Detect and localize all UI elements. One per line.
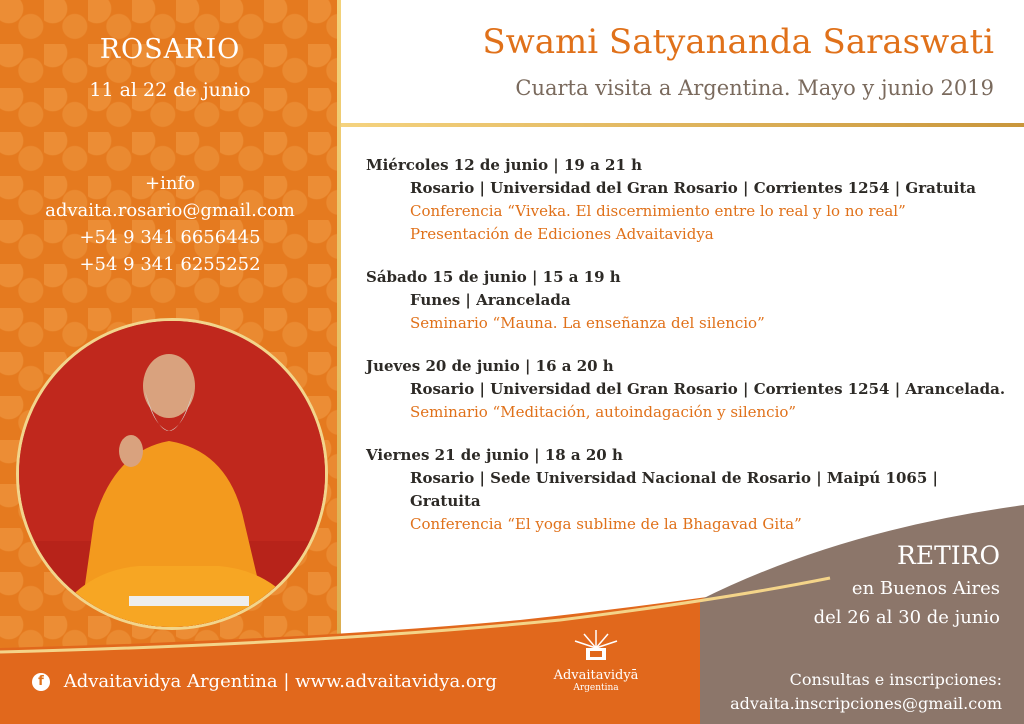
event-description: Conferencia “El yoga sublime de la Bhagavad Gita” [410,515,802,533]
city-title: ROSARIO [99,34,241,65]
retiro-dates: del 26 al 30 de junio [813,607,1000,628]
event-date: Sábado 15 de junio | 15 a 19 h [366,268,621,286]
advaitavidya-logo [546,628,646,693]
consultas-email[interactable]: advaita.inscripciones@gmail.com [730,694,1002,713]
retiro-block [814,541,1000,628]
event-date: Jueves 20 de junio | 16 a 20 h [366,357,614,375]
page-title: Swami Satyananda Saraswati [482,22,994,62]
logo-subtitle: Argentina [573,683,619,693]
logo-name: Advaitavidyā [553,668,639,683]
facebook-icon[interactable]: f [32,673,50,691]
event-place: Funes | Arancelada [410,291,571,309]
page-subtitle: Cuarta visita a Argentina. Mayo y junio 2019 [515,76,994,100]
event-description: Seminario “Mauna. La enseñanza del silencio” [410,314,765,332]
social-footer[interactable] [32,671,497,692]
contact-email[interactable]: advaita.rosario@gmail.com [45,200,295,221]
city-dates: 11 al 22 de junio [89,79,251,101]
social-text[interactable]: Advaitavidya Argentina | www.advaitavidya.org [63,671,497,692]
consultas-block [730,668,1002,716]
retiro-location: en Buenos Aires [851,578,1000,599]
info-label: +info [145,173,195,194]
contact-phone-2[interactable]: +54 9 341 6255252 [79,254,261,275]
event-date: Miércoles 12 de junio | 19 a 21 h [366,156,643,174]
event-description-extra: Presentación de Ediciones Advaitavidya [410,225,714,243]
event-description: Seminario “Meditación, autoindagación y silencio” [410,403,797,421]
event-description: Conferencia “Viveka. El discernimiento entre lo real y lo no real” [410,202,906,220]
sunrise-logo-icon [566,628,626,664]
event-place: Rosario | Universidad del Gran Rosario | Corrientes 1254 | Arancelada. [410,380,1006,398]
event-place: Rosario | Sede Universidad Nacional de Rosario | Maipú 1065 | Gratuita [410,469,938,510]
event-date: Viernes 21 de junio | 18 a 20 h [366,446,623,464]
consultas-label: Consultas e inscripciones: [789,670,1002,689]
event-place: Rosario | Universidad del Gran Rosario | Corrientes 1254 | Gratuita [410,179,977,197]
contact-phone-1[interactable]: +54 9 341 6656445 [79,227,261,248]
retiro-title: RETIRO [897,541,1000,570]
